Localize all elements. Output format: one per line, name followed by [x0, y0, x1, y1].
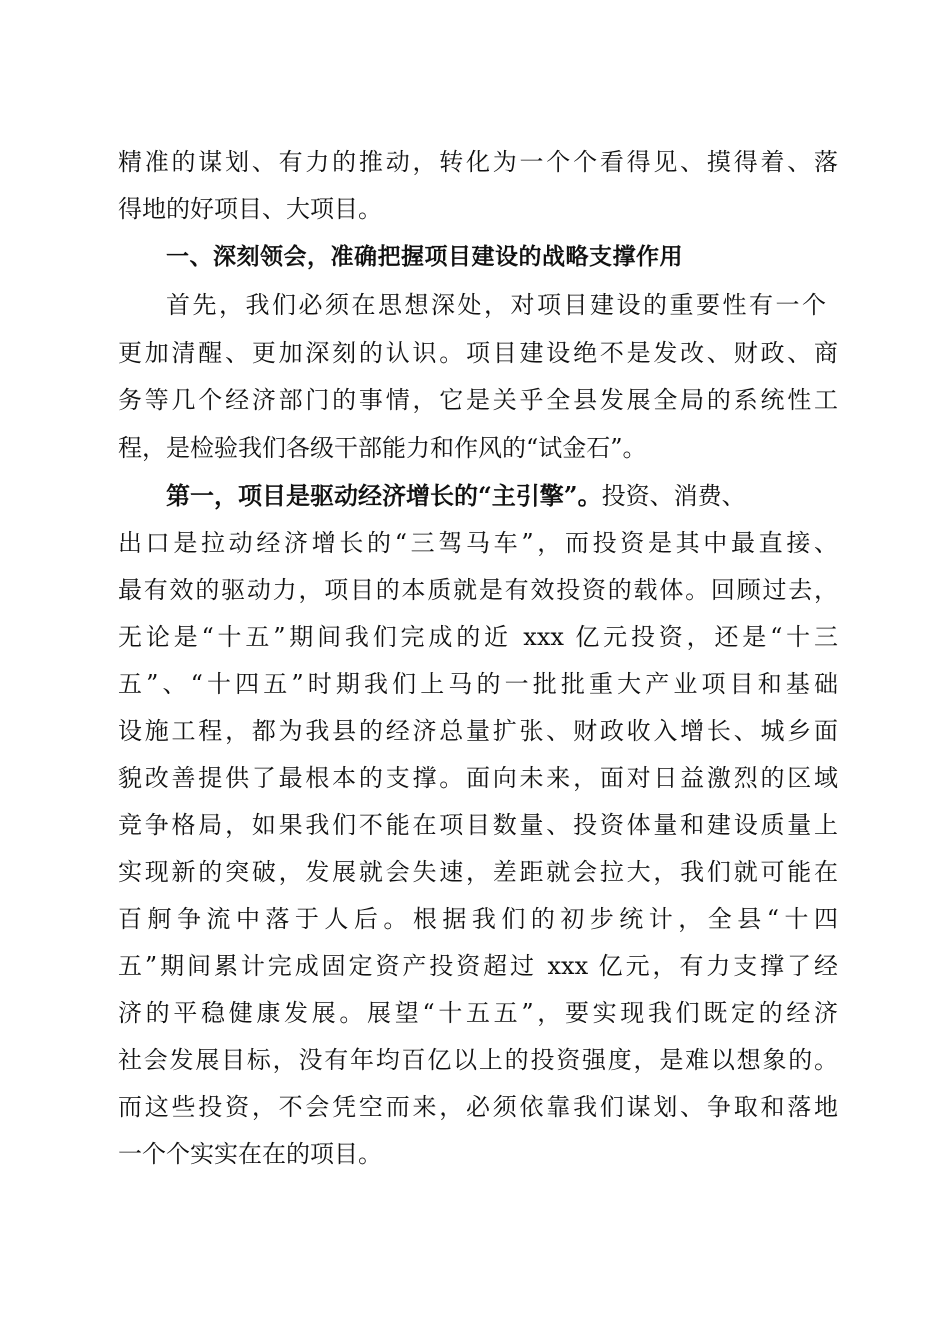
paragraph-2-line-7: 貌改善提供了最根本的支撑。面向未来，面对日益激烈的区域	[118, 764, 838, 792]
paragraph-2-line-13: 社会发展目标，没有年均百亿以上的投资强度，是难以想象的。	[118, 1046, 838, 1074]
intro-line-1: 精准的谋划、有力的推动，转化为一个个看得见、摸得着、落	[118, 148, 838, 176]
paragraph-2-line-4: 无论是“十五”期间我们完成的近 xxx 亿元投资，还是“十三	[118, 623, 838, 651]
paragraph-2-line-9: 实现新的突破，发展就会失速，差距就会拉大，我们就可能在	[118, 858, 838, 886]
paragraph-1-line-4: 程，是检验我们各级干部能力和作风的“试金石”。	[118, 434, 647, 462]
section-heading: 一、深刻领会，准确把握项目建设的战略支撑作用	[166, 244, 683, 270]
paragraph-2-line-11: 五”期间累计完成固定资产投资超过 xxx 亿元，有力支撑了经	[118, 952, 838, 980]
paragraph-1-line-2: 更加清醒、更加深刻的认识。项目建设绝不是发改、财政、商	[118, 339, 838, 367]
paragraph-2-line-5: 五”、“十四五”时期我们上马的一批批重大产业项目和基础	[118, 670, 838, 698]
paragraph-1-line-3: 务等几个经济部门的事情，它是关乎全县发展全局的系统性工	[118, 386, 838, 414]
paragraph-2-line-1	[166, 476, 826, 516]
intro-line-2: 得地的好项目、大项目。	[118, 195, 382, 223]
paragraph-2-line-14: 而这些投资，不会凭空而来，必须依靠我们谋划、争取和落地	[118, 1093, 838, 1121]
paragraph-2-line-2: 出口是拉动经济增长的“三驾马车”，而投资是其中最直接、	[118, 529, 838, 557]
paragraph-2-first-rest: 投资、消费、	[601, 482, 746, 510]
paragraph-1-line-1: 首先，我们必须在思想深处，对项目建设的重要性有一个	[166, 291, 826, 319]
paragraph-2-line-15: 一个个实实在在的项目。	[118, 1140, 382, 1168]
paragraph-2-line-8: 竞争格局，如果我们不能在项目数量、投资体量和建设质量上	[118, 811, 838, 839]
paragraph-2-lead: 第一，项目是驱动经济增长的“主引擎”。	[166, 481, 602, 510]
paragraph-2-line-10: 百舸争流中落于人后。根据我们的初步统计，全县“十四	[118, 905, 838, 933]
paragraph-2-line-3: 最有效的驱动力，项目的本质就是有效投资的载体。回顾过去，	[118, 576, 838, 604]
paragraph-2-line-12: 济的平稳健康发展。展望“十五五”，要实现我们既定的经济	[118, 999, 838, 1027]
paragraph-2-line-6: 设施工程，都为我县的经济总量扩张、财政收入增长、城乡面	[118, 717, 838, 745]
